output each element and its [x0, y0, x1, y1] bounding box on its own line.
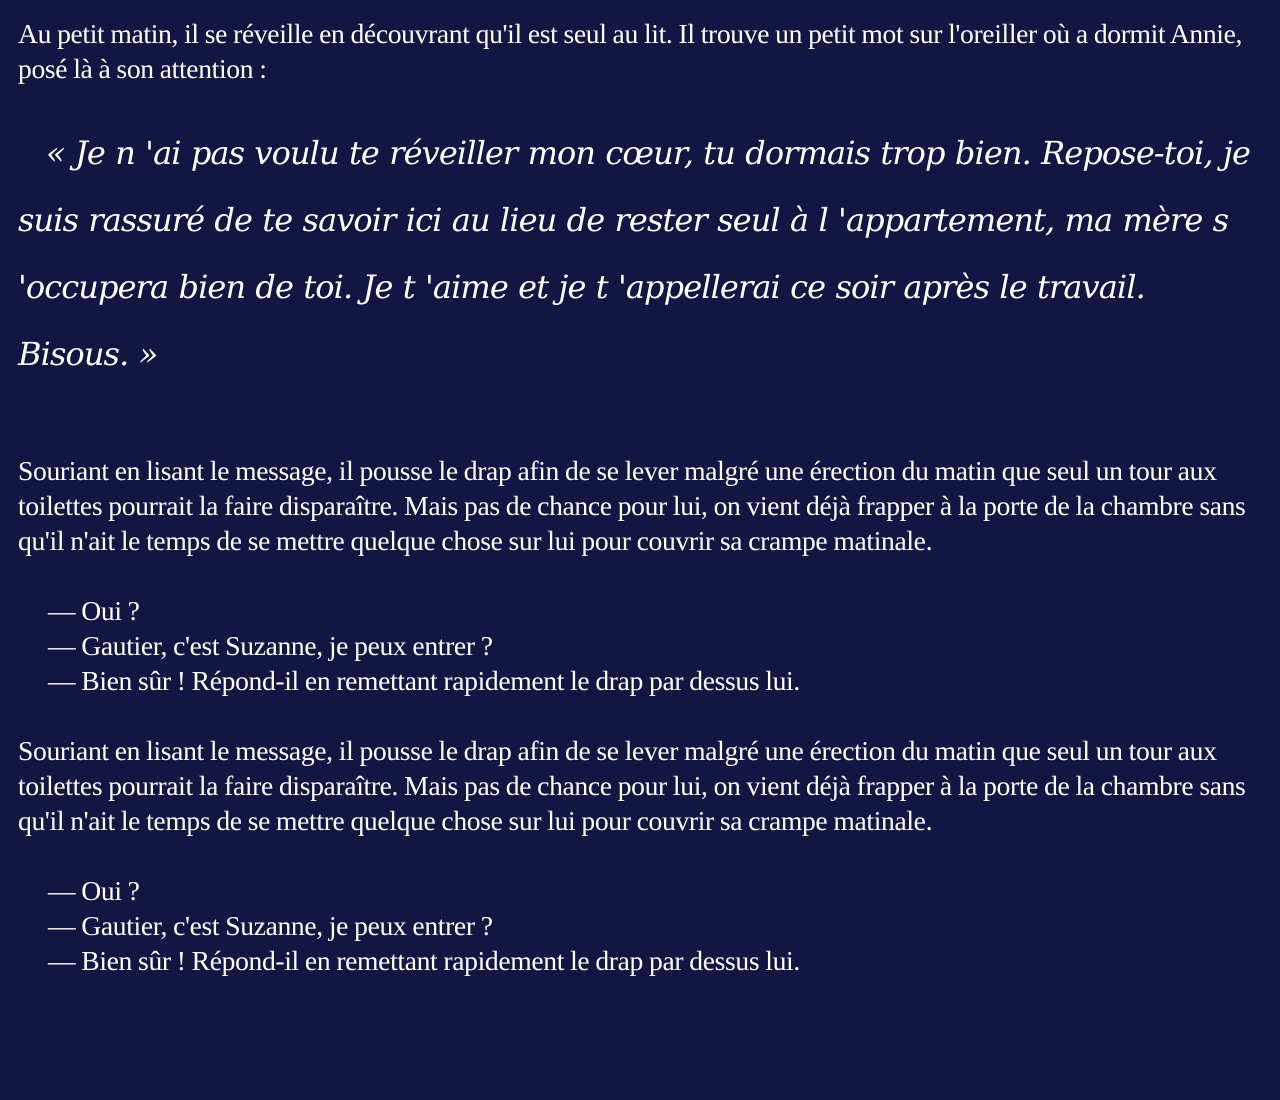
story-paragraph: Souriant en lisant le message, il pousse le drap afin de se lever malgré une érection du matin que seul un tour aux toilettes pourrait la faire disparaître. Mais pas de chance pour lui, on vient déjà frapper à la porte de la chambre sans qu'il n'ait le temps de se mettre quelque chose sur lui pour couvrir sa crampe matinale.: [18, 455, 1246, 556]
dialogue-block: [48, 873, 1262, 978]
handwritten-note: « Je n 'ai pas voulu te réveiller mon cœur, tu dormais trop bien. Repose-toi, je suis rassuré de te savoir ici au lieu de rester seul à l 'appartement, ma mère s 'occupera bien de toi. Je t 'aime et je t 'appellerai ce soir après le travail. Bisous. »: [18, 134, 1251, 373]
dialogue-line: — Bien sûr ! Répond-il en remettant rapidement le drap par dessus lui.: [48, 945, 800, 976]
dialogue-line: — Oui ?: [48, 875, 140, 906]
story-paragraph: Souriant en lisant le message, il pousse le drap afin de se lever malgré une érection du matin que seul un tour aux toilettes pourrait la faire disparaître. Mais pas de chance pour lui, on vient déjà frapper à la porte de la chambre sans qu'il n'ait le temps de se mettre quelque chose sur lui pour couvrir sa crampe matinale.: [18, 735, 1246, 836]
dialogue-block: [48, 593, 1262, 698]
dialogue-line: — Gautier, c'est Suzanne, je peux entrer ?: [48, 910, 493, 941]
dialogue-line: — Oui ?: [48, 595, 140, 626]
dialogue-line: — Gautier, c'est Suzanne, je peux entrer ?: [48, 630, 493, 661]
dialogue-line: — Bien sûr ! Répond-il en remettant rapidement le drap par dessus lui.: [48, 665, 800, 696]
intro-paragraph: Au petit matin, il se réveille en découvrant qu'il est seul au lit. Il trouve un petit mot sur l'oreiller où a dormit Annie, posé là à son attention :: [18, 18, 1243, 84]
